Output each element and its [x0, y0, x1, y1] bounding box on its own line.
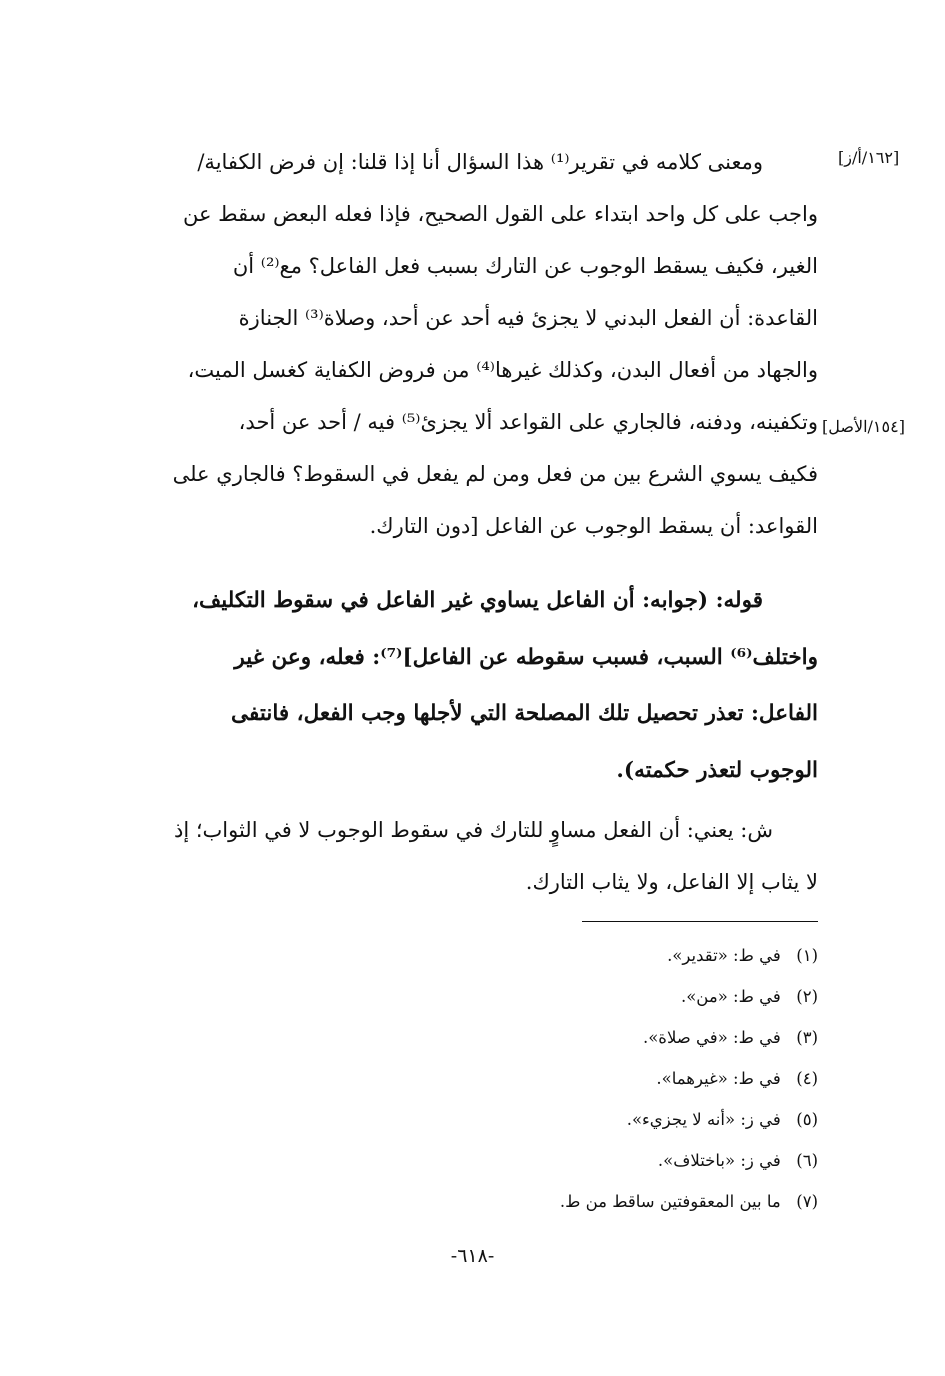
text-line: واختلف⁽⁶⁾ السبب، فسبب سقوطه عن الفاعل]⁽⁷⁾: فعله، وعن غير [234, 644, 818, 670]
paragraph-commentary [108, 804, 818, 908]
footnote-text: في ز: «أنه لا يجزيء». [626, 1110, 781, 1129]
footnote-text: في ز: «باختلاف». [657, 1151, 781, 1170]
text-line: الوجوب لتعذر حكمته). [616, 757, 818, 783]
text-line: الغير، فكيف يسقط الوجوب عن التارك بسبب فعل الفاعل؟ مع⁽²⁾ أن [232, 254, 818, 278]
footnote-text: في ط: «من». [680, 987, 781, 1006]
footnote-text: في ط: «تقدير». [667, 946, 781, 965]
footnote-number: (٥) [796, 1110, 818, 1129]
text-line: القواعد: أن يسقط الوجوب عن الفاعل [دون التارك. [369, 514, 818, 538]
text-line: القاعدة: أن الفعل البدني لا يجزئ فيه أحد عن أحد، وصلاة⁽³⁾ الجنازة [238, 306, 818, 330]
text-line: لا يثاب إلا الفاعل، ولا يثاب التارك. [525, 870, 818, 894]
margin-note-z: [١٦٢/أ/ز] [838, 148, 900, 167]
page-number: -٦١٨- [450, 1245, 495, 1267]
footnote-number: (٧) [796, 1192, 818, 1211]
footnote-number: (٢) [796, 987, 818, 1006]
footnote-divider [582, 921, 818, 922]
footnote-item [398, 1181, 818, 1222]
footnote-item [398, 1099, 818, 1140]
footnote-item [398, 976, 818, 1017]
footnote-number: (٤) [796, 1069, 818, 1088]
footnote-item [398, 1017, 818, 1058]
footnote-text: ما بين المعقوفتين ساقط من ط. [559, 1192, 781, 1211]
paragraph-answer [108, 573, 818, 799]
footnote-text: في ط: «في صلاة». [642, 1028, 781, 1047]
footnote-item [398, 1058, 818, 1099]
text-line: فكيف يسوي الشرع بين من فعل ومن لم يفعل في السقوط؟ فالجاري على [172, 462, 818, 486]
text-line: قوله: (جوابه: أن الفاعل يساوي غير الفاعل في سقوط التكليف، [192, 588, 763, 613]
footnote-item [398, 1140, 818, 1181]
footnote-number: (٦) [796, 1151, 818, 1170]
footnote-number: (١) [796, 946, 818, 965]
text-line: ش: يعني: أن الفعل مساوٍ للتارك في سقوط الوجوب لا في الثواب؛ إذ [173, 818, 773, 842]
text-line: الفاعل: تعذر تحصيل تلك المصلحة التي لأجلها وجب الفعل، فانتفى [231, 701, 818, 726]
text-line: وتكفينه، ودفنه، فالجاري على القواعد ألا يجزئ⁽⁵⁾ فيه / أحد عن أحد، [238, 410, 818, 434]
footnote-item [398, 935, 818, 976]
text-line: والجهاد من أفعال البدن، وكذلك غيرها⁽⁴⁾ من فروض الكفاية كغسل الميت، [187, 358, 818, 382]
text-line: واجب على كل واحد ابتداء على القول الصحيح، فإذا فعله البعض سقط عن [182, 202, 818, 226]
footnotes [398, 935, 818, 1222]
margin-note-asl: [١٥٤/الأصل] [822, 417, 905, 436]
text-line: ومعنى كلامه في تقرير⁽¹⁾ هذا السؤال أنا إذا قلنا: إن فرض الكفاية/ [197, 150, 763, 174]
footnote-number: (٣) [796, 1028, 818, 1047]
paragraph-question [108, 136, 818, 552]
footnote-text: في ط: «غيرهما». [656, 1069, 781, 1088]
